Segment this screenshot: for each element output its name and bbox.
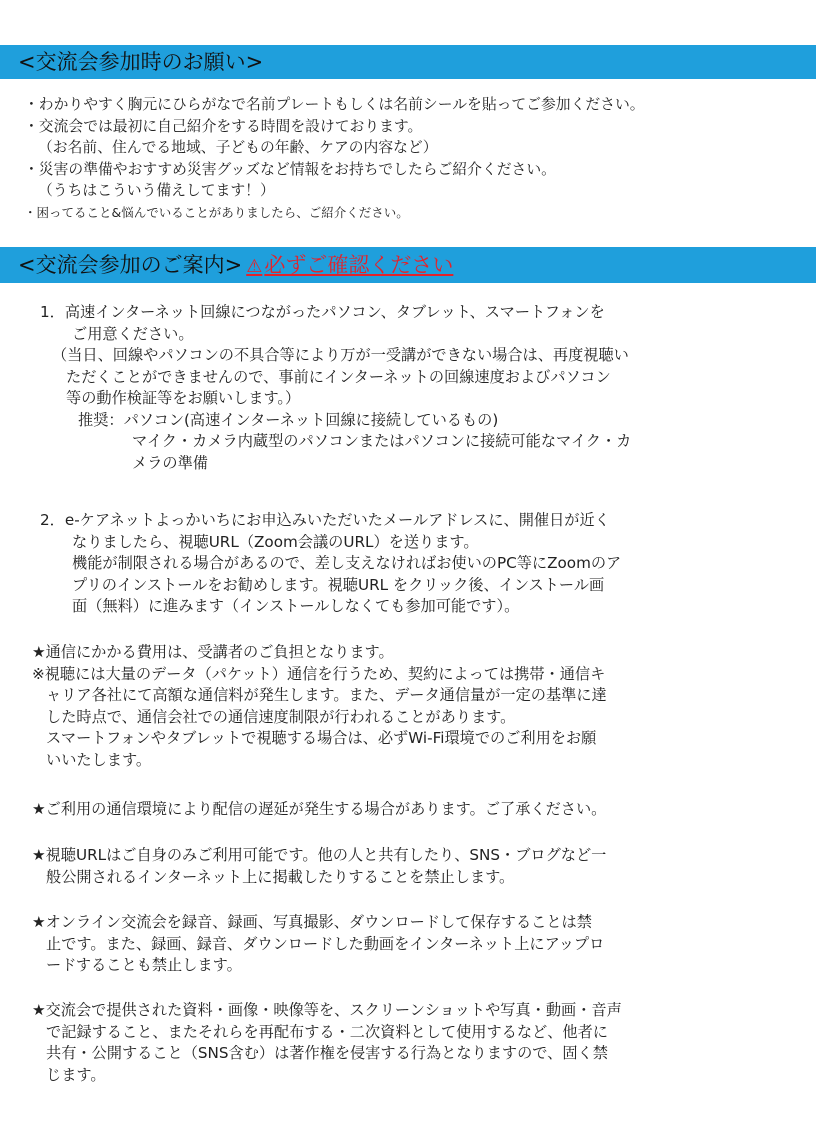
text-line: 共有・公開すること（SNS含む）は著作権を侵害する行為となりますので、固く禁 [46,1044,608,1062]
guide-item-2 [40,510,810,618]
text-line: ードすることも禁止します。 [46,956,242,974]
list-item: （お名前、住んでる地域、子どもの年齢、ケアの内容など） [38,139,438,156]
heading-text: <交流会参加時のお願い> [18,50,264,74]
text-line: ただくことができませんので、事前にインターネットの回線速度およびパソコン [66,367,611,386]
text-line: 推奨：パソコン(高速インターネット回線に接続しているもの) [78,410,499,429]
note-recording [32,912,802,977]
text-line: じます。 [46,1065,106,1084]
text-line: ★通信にかかる費用は、受講者のご負担となります。 [32,643,394,661]
request-list [24,94,810,223]
text-line: 等の動作検証等をお願いします。） [66,389,301,407]
text-line: ★オンライン交流会を録音、録画、写真撮影、ダウンロードして保存することは禁 [32,913,592,931]
text-line: ※視聴には大量のデータ（パケット）通信を行うため、契約によっては携帯・通信キ [32,664,606,683]
text-line: ★交流会で提供された資料・画像・映像等を、スクリーンショットや写真・動画・音声 [32,1001,622,1019]
section-heading-guide [0,247,816,283]
text-line: ご用意ください。 [72,324,194,343]
text-line: ★視聴URLはご自身のみご利用可能です。他の人と共有したり、SNS・ブログなど一 [32,846,607,864]
note-materials [32,1000,802,1086]
note-delay [32,799,802,821]
list-item: （うちはこういう備えしてます！） [38,182,275,199]
list-item: ・わかりやすく胸元にひらがなで名前プレートもしくは名前シールを貼ってご参加ください。 [24,96,645,113]
text-line: スマートフォンやタブレットで視聴する場合は、必ずWi-Fi環境でのご利用をお願 [46,729,597,747]
text-line: マイク・カメラ内蔵型のパソコンまたはパソコンに接続可能なマイク・カ [132,432,632,450]
list-item: ・災害の準備やおすすめ災害グッズなど情報をお持ちでしたらご紹介ください。 [24,160,556,178]
list-item: ・困ってること&悩んでいることがありましたら、ご紹介ください。 [24,204,409,220]
text-line: ャリア各社にて高額な通信料が発生します。また、データ通信量が一定の基準に達 [46,686,607,704]
warning-note [246,253,453,277]
text-line: 般公開されるインターネット上に掲載したりすることを禁止します。 [46,867,515,886]
note-cost [32,642,802,771]
section-heading-request [0,45,816,79]
text-line: なりましたら、視聴URL（Zoom会議のURL）を送ります。 [72,532,479,551]
heading-text: <交流会参加のご案内> [18,253,243,277]
warning-icon: ⚠ [246,256,263,277]
text-line: いいたします。 [46,750,152,769]
text-line: 1．高速インターネット回線につながったパソコン、タブレット、スマートフォンを [40,303,605,321]
text-line: メラの準備 [132,453,208,472]
text-line: （当日、回線やパソコンの不具合等により万が一受講ができない場合は、再度視聴い [52,346,629,364]
text-line: で記録すること、またそれらを再配布する・二次資料として使用するなど、他者に [46,1022,608,1041]
text-line: した時点で、通信会社での通信速度制限が行われることがあります。 [46,707,516,726]
note-url [32,845,802,888]
text-line: 止です。また、録画、録音、ダウンロードした動画をインターネット上にアップロ [46,934,605,953]
text-line: プリのインストールをお勧めします。視聴URL をクリック後、インストール画 [72,575,605,594]
guide-item-1 [40,302,810,474]
warning-text: 必ずご確認ください [264,253,454,277]
text-line: 機能が制限される場合があるので、差し支えなければお使いのPC等にZoomのア [72,554,622,572]
list-item: ・交流会では最初に自己紹介をする時間を設けております。 [24,117,423,135]
text-line: 面（無料）に進みます（インストールしなくても参加可能です）。 [72,597,520,615]
text-line: ★ご利用の通信環境により配信の遅延が発生する場合があります。ご了承ください。 [32,800,607,818]
text-line: 2．e-ケアネットよっかいちにお申込みいただいたメールアドレスに、開催日が近く [40,511,610,529]
